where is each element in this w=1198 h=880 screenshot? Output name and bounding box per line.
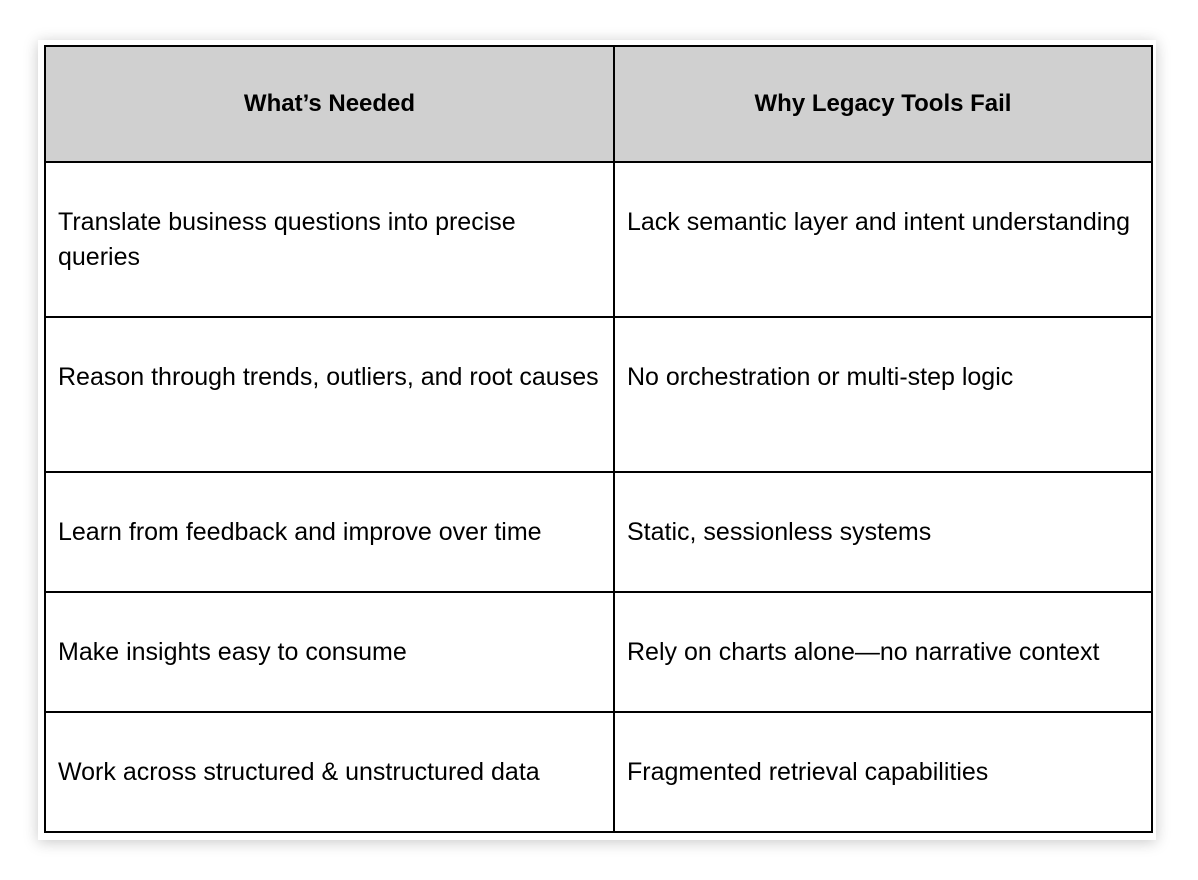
failure-cell: Static, sessionless systems [614, 472, 1152, 592]
needed-cell: Work across structured & unstructured data [45, 712, 614, 832]
table-row [45, 162, 1152, 317]
failure-cell: Rely on charts alone—no narrative context [614, 592, 1152, 712]
needed-cell: Reason through trends, outliers, and root causes [45, 317, 614, 472]
table-row [45, 712, 1152, 832]
column-header-why-legacy-tools-fail: Why Legacy Tools Fail [614, 46, 1152, 162]
column-header-whats-needed: What’s Needed [45, 46, 614, 162]
table-header-row [45, 46, 1152, 162]
table-row [45, 472, 1152, 592]
failure-cell: Fragmented retrieval capabilities [614, 712, 1152, 832]
table-row [45, 592, 1152, 712]
needed-cell: Learn from feedback and improve over time [45, 472, 614, 592]
failure-cell: Lack semantic layer and intent understanding [614, 162, 1152, 317]
failure-cell: No orchestration or multi-step logic [614, 317, 1152, 472]
table-row [45, 317, 1152, 472]
comparison-table [44, 45, 1153, 833]
needed-cell: Translate business questions into precise queries [45, 162, 614, 317]
needed-cell: Make insights easy to consume [45, 592, 614, 712]
